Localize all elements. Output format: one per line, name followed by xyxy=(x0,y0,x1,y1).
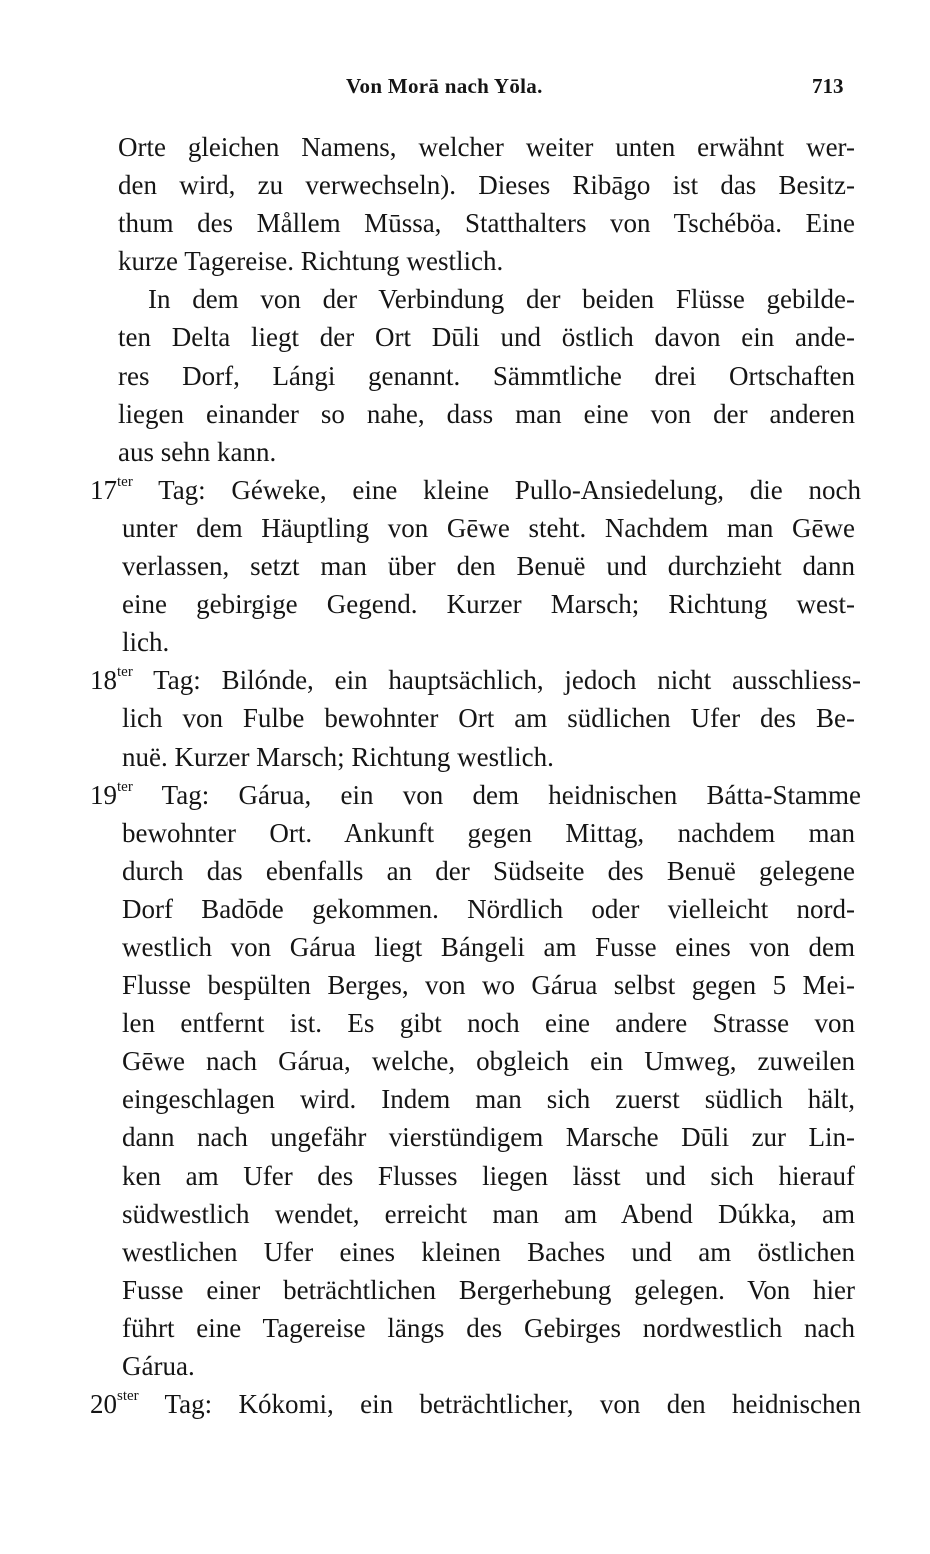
day-number: 18 xyxy=(90,665,117,696)
text-line: Fusse einer beträchtlichen Bergerhebung gelegen. Von hier xyxy=(122,1274,855,1305)
day-entry-paragraph xyxy=(0,661,930,775)
text-line: In dem von der Verbindung der beiden Flüsse gebilde- xyxy=(148,284,855,315)
day-ordinal-suffix: ter xyxy=(117,473,133,490)
text-line: westlichen Ufer eines kleinen Baches und am östlichen xyxy=(122,1236,855,1267)
text-line: Flusse bespülten Berges, von wo Gárua selbst gegen 5 Mei- xyxy=(122,970,855,1001)
text-line: Gēwe nach Gárua, welche, obgleich ein Umweg, zuweilen xyxy=(122,1046,855,1077)
day-ordinal-suffix: ster xyxy=(117,1388,139,1405)
text-line: Gárua. xyxy=(122,1351,195,1381)
text-line: führt eine Tagereise längs des Gebirges nordwestlich nach xyxy=(122,1312,855,1343)
text-line: lich. xyxy=(122,627,170,658)
text-line: westlich von Gárua liegt Bángeli am Fusse eines von dem xyxy=(122,931,855,962)
day-ordinal-suffix: ter xyxy=(117,664,133,681)
day-entry-text: Tag: Géweke, eine kleine Pullo-Ansiedelung, die noch xyxy=(132,474,861,505)
day-entry-paragraph xyxy=(0,471,930,661)
body-text xyxy=(0,128,930,1423)
text-line: südwestlich wendet, erreicht man am Abend Dúkka, am xyxy=(122,1198,855,1229)
day-entry-paragraph xyxy=(0,776,930,1386)
text-line: ten Delta liegt der Ort Dūli und östlich davon ein ande- xyxy=(118,322,855,353)
text-line: liegen einander so nahe, dass man eine von der anderen xyxy=(118,398,855,429)
running-title: Von Morā nach Yōla. xyxy=(346,74,543,98)
day-entry-text: Tag: Bilónde, ein hauptsächlich, jedoch nicht ausschliess- xyxy=(132,665,861,696)
day-entry-text: Tag: Gárua, ein von dem heidnischen Bátta-Stamme xyxy=(132,779,861,810)
day-entry-text: Tag: Kókomi, ein beträchtlicher, von den heidnischen xyxy=(138,1389,861,1420)
text-line: den wird, zu verwechseln). Dieses Ribāgo ist das Besitz- xyxy=(118,170,855,201)
text-line: verlassen, setzt man über den Benuë und durchzieht dann xyxy=(122,551,855,582)
day-entry-first-line xyxy=(90,1385,861,1423)
text-line: lich von Fulbe bewohnter Ort am südlichen Ufer des Be- xyxy=(122,703,855,734)
text-line: len entfernt ist. Es gibt noch eine andere Strasse von xyxy=(122,1008,855,1039)
text-line: eine gebirgige Gegend. Kurzer Marsch; Richtung west- xyxy=(122,589,855,620)
text-line: Orte gleichen Namens, welcher weiter unten erwähnt wer- xyxy=(118,132,855,162)
day-number: 20 xyxy=(90,1389,117,1420)
day-number: 17 xyxy=(90,474,117,505)
day-ordinal-suffix: ter xyxy=(117,778,133,795)
paragraph xyxy=(0,128,930,280)
text-line: ken am Ufer des Flusses liegen lässt und sich hierauf xyxy=(122,1160,855,1191)
day-number: 19 xyxy=(90,779,117,810)
text-line: nuë. Kurzer Marsch; Richtung westlich. xyxy=(122,741,554,772)
day-entry-first-line xyxy=(90,471,861,509)
text-line: bewohnter Ort. Ankunft gegen Mittag, nachdem man xyxy=(122,817,855,848)
paragraph xyxy=(0,280,930,470)
text-line: thum des Mållem Mūssa, Statthalters von Tschéböa. Eine xyxy=(118,208,855,239)
day-entry-first-line xyxy=(90,661,861,699)
text-line: Dorf Badōde gekommen. Nördlich oder vielleicht nord- xyxy=(122,893,855,924)
page-number: 713 xyxy=(812,74,844,98)
text-line: aus sehn kann. xyxy=(118,436,277,467)
text-line: durch das ebenfalls an der Südseite des Benuë gelegene xyxy=(122,855,855,886)
text-line: unter dem Häuptling von Gēwe steht. Nachdem man Gēwe xyxy=(122,512,855,543)
day-entry-first-line xyxy=(90,776,861,814)
running-head xyxy=(0,74,930,108)
text-line: res Dorf, Lángi genannt. Sämmtliche drei Ortschaften xyxy=(118,360,855,391)
day-entry-paragraph xyxy=(0,1385,930,1423)
text-line: kurze Tagereise. Richtung westlich. xyxy=(118,246,504,277)
text-line: dann nach ungefähr vierstündigem Marsche Dūli zur Lin- xyxy=(122,1122,855,1153)
text-line: eingeschlagen wird. Indem man sich zuerst südlich hält, xyxy=(122,1084,855,1115)
